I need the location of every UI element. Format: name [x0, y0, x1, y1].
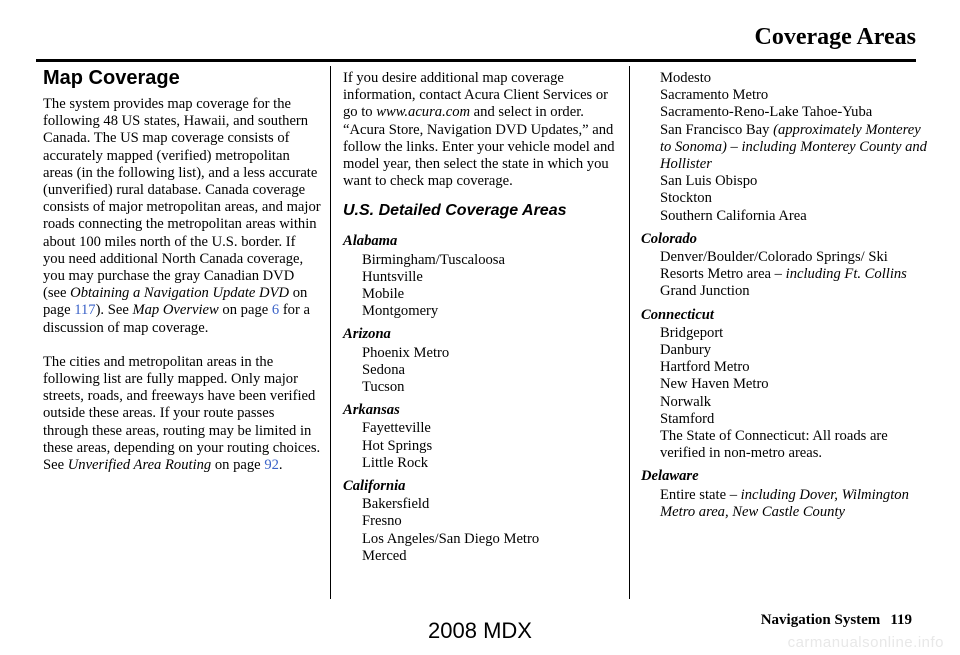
text-run: including Dover, Wilmington Metro area, New Castle County [660, 486, 909, 520]
city-item: Danbury [660, 342, 712, 359]
column-1 [43, 66, 321, 474]
city-item: Southern California Area [660, 207, 807, 224]
column-3 [641, 70, 931, 527]
city-item: Tucson [362, 379, 405, 396]
city-item: Montgomery [362, 303, 439, 320]
city-item: Los Angeles/San Diego Metro [362, 530, 540, 547]
city-item: Mobile [362, 286, 405, 303]
city-item: Modesto [660, 70, 712, 86]
city-item: Hartford Metro [660, 359, 750, 376]
state-arizona [343, 326, 623, 396]
city-item: Birmingham/Tuscaloosa [362, 251, 505, 268]
city-item: New Haven Metro [660, 376, 769, 393]
city-item: Little Rock [362, 454, 429, 471]
city-item: San Luis Obispo [660, 173, 758, 190]
city-item: Sacramento-Reno-Lake Tahoe-Yuba [660, 104, 873, 121]
state-california-continued [641, 70, 931, 225]
page-link-6[interactable]: 6 [271, 302, 280, 319]
section-heading-us-coverage: U.S. Detailed Coverage Areas [343, 202, 567, 220]
state-name: Arkansas [343, 402, 400, 419]
coverage-info-paragraph [343, 70, 623, 190]
watermark-site: carmanualsonline.info [787, 634, 944, 651]
text-run: . [278, 457, 283, 474]
text-run: on page [218, 302, 272, 319]
state-name: Alabama [343, 233, 398, 250]
state-name: California [343, 478, 406, 495]
text-run: Entire state – [660, 486, 741, 503]
section-heading-map-coverage: Map Coverage [43, 67, 180, 89]
page-link-92[interactable]: 92 [264, 457, 279, 474]
map-coverage-paragraph-2 [43, 354, 321, 474]
text-run: on page [211, 457, 265, 474]
page-number: 119 [890, 612, 912, 628]
ref-unverified-area-routing: Unverified Area Routing [67, 457, 212, 474]
map-coverage-paragraph-1 [43, 96, 321, 337]
state-name: Connecticut [641, 306, 714, 323]
text-run: (approximately Monterey to Sonoma) – including Monterey County and Hollister [660, 121, 927, 173]
state-alabama [343, 233, 623, 320]
page-title: Coverage Areas [754, 24, 916, 50]
column-divider-1 [330, 66, 331, 599]
ref-map-overview: Map Overview [132, 302, 219, 319]
text-run: If you desire additional map coverage information, contact Acura Client Services or go to [343, 70, 609, 121]
state-name: Delaware [641, 468, 699, 485]
city-item: Stamford [660, 410, 715, 427]
watermark-model: 2008 MDX [428, 618, 532, 643]
footer-nav-label: Navigation System [760, 612, 881, 628]
city-item: Norwalk [660, 393, 712, 410]
city-item: Huntsville [362, 268, 423, 285]
city-item: Stockton [660, 190, 712, 207]
state-california [343, 478, 623, 565]
city-item: Merced [362, 547, 407, 564]
city-item: Sacramento Metro [660, 87, 769, 104]
text-run: on page [43, 285, 308, 319]
city-item: Sedona [362, 361, 405, 378]
city-item: Hot Springs [362, 437, 433, 454]
city-item-entire-state [660, 487, 931, 521]
header-rule [36, 59, 916, 62]
state-arkansas [343, 402, 623, 472]
city-item: Bakersfield [362, 496, 430, 513]
city-item-sf-bay [660, 122, 931, 174]
text-run: Denver/Boulder/Colorado Springs/ Ski Resorts Metro area – [660, 249, 888, 283]
city-item: Bridgeport [660, 324, 724, 341]
state-colorado [641, 231, 931, 301]
acura-url: www.acura.com [376, 104, 471, 121]
city-item: Fayetteville [362, 420, 431, 437]
state-delaware [641, 468, 931, 521]
column-divider-2 [629, 66, 630, 599]
text-run: San Francisco Bay [660, 121, 774, 138]
page-link-117[interactable]: 117 [74, 302, 96, 319]
state-name: Arizona [343, 326, 391, 343]
text-run: for a discussion of map coverage. [43, 302, 310, 336]
city-item: Grand Junction [660, 283, 750, 300]
city-item: The State of Connecticut: All roads are verified in non-metro areas. [660, 428, 888, 462]
state-name: Colorado [641, 230, 697, 247]
text-run: ). See [95, 302, 133, 319]
ref-obtaining-update-dvd: Obtaining a Navigation Update DVD [70, 285, 290, 302]
city-item: Phoenix Metro [362, 344, 450, 361]
column-2 [343, 70, 623, 571]
text-run: and select in order. “Acura Store, Navigation DVD Updates,” and follow the links. Enter your vehicle model and model year, then select the state in which you want to check map coverage. [343, 104, 615, 190]
text-run: The system provides map coverage for the following 48 US states, Hawaii, and southern Canada. The US map coverage consists of accurately mapped (verified) metropolitan areas (in the following list), and a less accurate (unverified) rural database. Canada coverage consists of major metropolitan areas, and major roads connecting the metropolitan areas within about 100 miles north of the U.S. border. If you need additional North Canada coverage, you may purchase the gray Canadian DVD (see [43, 96, 321, 302]
text-run: The cities and metropolitan areas in the following list are fully mapped. Only major streets, roads, and freeways have been verified outside these areas. If your route passes through these areas, routing may be limited in these areas, depending on your routing choices. See [43, 353, 321, 474]
city-item: Fresno [362, 513, 402, 530]
state-connecticut [641, 307, 931, 463]
text-run: including Ft. Collins [785, 266, 907, 283]
city-item-denver [660, 249, 931, 283]
